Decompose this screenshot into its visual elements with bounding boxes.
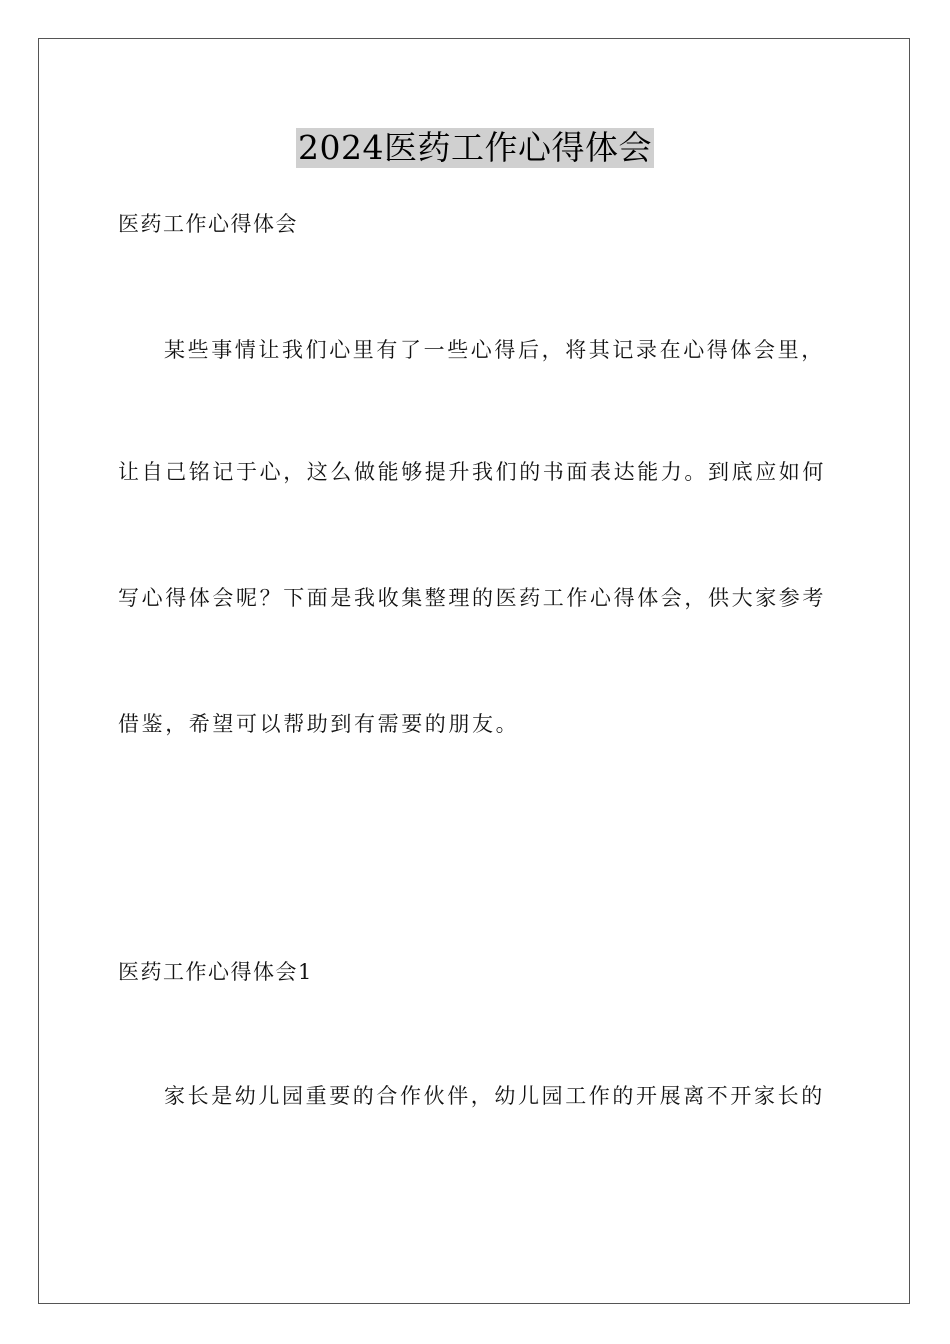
document-title: 2024医药工作心得体会 (298, 128, 652, 167)
intro-line-1: 某些事情让我们心里有了一些心得后，将其记录在心得体会里， (164, 338, 825, 362)
section-heading-1: 医药工作心得体会1 (118, 960, 313, 984)
intro-line-3: 写心得体会呢？下面是我收集整理的医药工作心得体会，供大家参考 (118, 586, 826, 610)
section1-line-1: 家长是幼儿园重要的合作伙伴，幼儿园工作的开展离不开家长的 (164, 1084, 825, 1108)
intro-line-4: 借鉴，希望可以帮助到有需要的朋友。 (118, 712, 520, 736)
title-container (0, 128, 950, 168)
document-subtitle: 医药工作心得体会 (118, 212, 298, 236)
intro-line-2: 让自己铭记于心，这么做能够提升我们的书面表达能力。到底应如何 (118, 460, 826, 484)
